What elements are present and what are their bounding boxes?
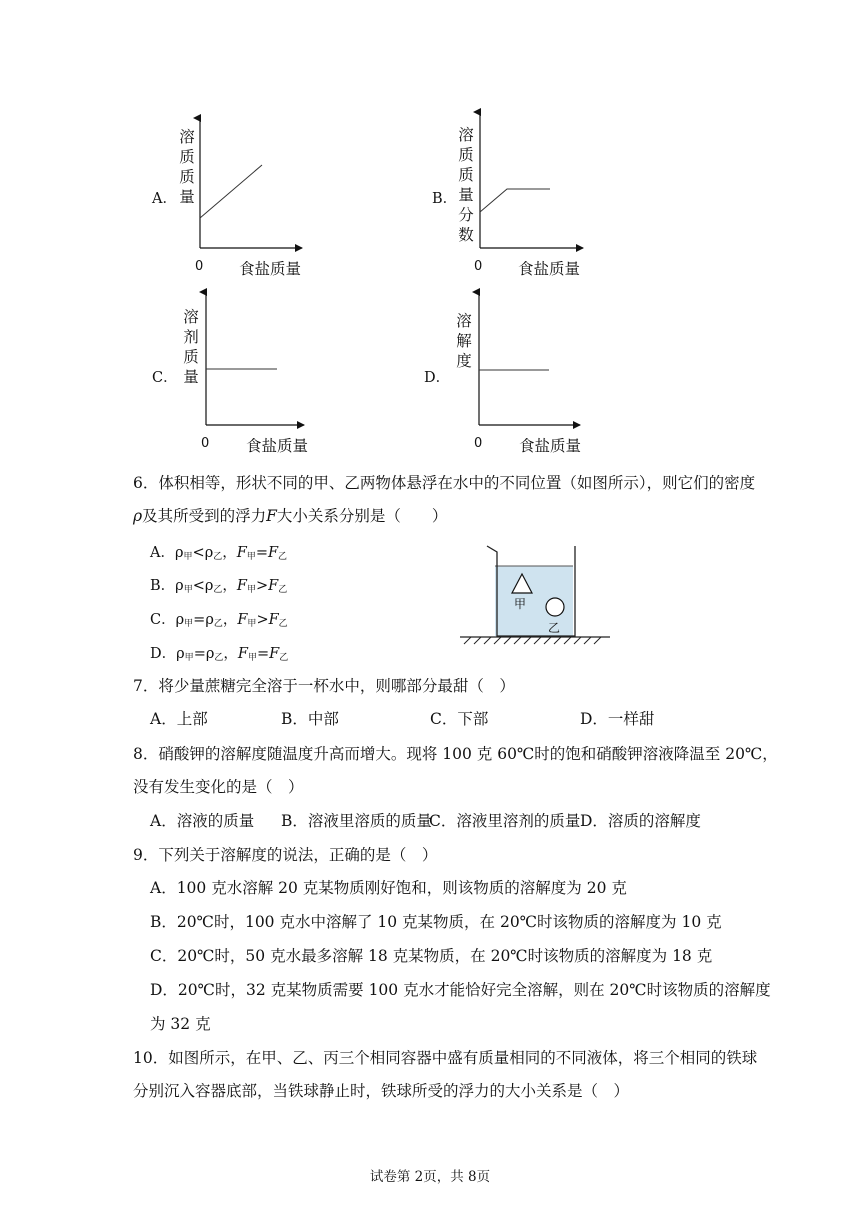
q7-option-a: A．上部 <box>150 710 208 728</box>
q8-option-d: D．溶质的溶解度 <box>580 812 701 830</box>
graph-c <box>206 292 304 425</box>
graph-b-curve <box>480 189 550 212</box>
q6-stem-line1: 6．体积相等，形状不同的甲、乙两物体悬浮在水中的不同位置（如图所示），则它们的密度 <box>133 474 756 492</box>
graph-d-letter: D． <box>424 370 451 386</box>
graph-c-xlabel: 食盐质量 <box>246 437 309 455</box>
q8-option-a: A．溶液的质量 <box>150 812 255 830</box>
figure-label-yi: 乙 <box>548 621 561 635</box>
q9-option-d: D．20℃时，32 克某物质需要 100 克水才能恰好完全溶解，则在 20℃时该物质的溶解度 <box>150 981 771 999</box>
graph-c-zero: 0 <box>201 436 210 451</box>
graph-c-ylabel: 溶剂质量 <box>183 308 199 386</box>
graph-a-curve <box>200 165 262 218</box>
q6-option-a: A．$\rho_甲<\rho_乙$，$F_甲=F_乙$ <box>150 545 288 562</box>
graph-a-letter: A． <box>152 191 177 207</box>
q8-stem-line2: 没有发生变化的是（ ） <box>133 778 304 796</box>
graph-a-zero: 0 <box>195 259 204 274</box>
graph-b-ylabel: 溶质质量分数 <box>458 126 474 244</box>
q8-option-c: C．溶液里溶剂的质量 <box>429 812 581 830</box>
q8-stem-line1: 8．硝酸钾的溶解度随温度升高而增大。现将 100 克 60℃时的饱和硝酸钾溶液降温至 20℃， <box>133 745 778 763</box>
q6-stem-line2: ρ及其所受到的浮力F大小关系分别是（ ） <box>133 507 448 525</box>
graph-b-zero: 0 <box>474 259 483 274</box>
beaker-figure <box>460 546 610 644</box>
page-footer: 试卷第 2页，共 8页 <box>369 1169 491 1185</box>
q9-option-c: C．20℃时，50 克水最多溶解 18 克某物质，在 20℃时该物质的溶解度为 18 克 <box>150 947 713 965</box>
q6-option-c: C．$\rho_甲=\rho_乙$，$F_甲>F_乙$ <box>150 612 288 629</box>
graph-b <box>480 112 583 248</box>
graph-a-xlabel: 食盐质量 <box>239 260 302 278</box>
graph-b-xlabel: 食盐质量 <box>518 260 581 278</box>
q7-option-c: C．下部 <box>430 710 489 728</box>
q6-option-d: D．$\rho_甲=\rho_乙$，$F_甲=F_乙$ <box>150 646 289 663</box>
q7-option-d: D．一样甜 <box>580 710 655 728</box>
graph-c-letter: C． <box>152 370 178 386</box>
graph-a-ylabel: 溶质质量 <box>179 128 195 206</box>
q6-option-b: B．$\rho_甲<\rho_乙$，$F_甲>F_乙$ <box>150 578 288 595</box>
q10-stem-line2: 分别沉入容器底部，当铁球静止时，铁球所受的浮力的大小关系是（ ） <box>133 1082 630 1100</box>
graph-a <box>200 118 302 248</box>
q9-option-b: B．20℃时，100 克水中溶解了 10 克某物质，在 20℃时该物质的溶解度为 10 克 <box>150 913 722 931</box>
figure-label-jia: 甲 <box>514 597 527 611</box>
circle-object <box>546 598 564 616</box>
q9-option-d-cont: 为 32 克 <box>150 1015 211 1033</box>
q7-option-b: B．中部 <box>281 710 339 728</box>
graph-d <box>479 292 580 425</box>
q7-stem: 7．将少量蔗糖完全溶于一杯水中，则哪部分最甜（ ） <box>133 677 515 695</box>
graph-d-ylabel: 溶解度 <box>456 312 472 370</box>
graph-d-zero: 0 <box>474 436 483 451</box>
graph-d-xlabel: 食盐质量 <box>519 437 582 455</box>
q8-option-b: B．溶液里溶质的质量 <box>281 812 432 830</box>
q9-option-a: A．100 克水溶解 20 克某物质刚好饱和，则该物质的溶解度为 20 克 <box>150 879 627 897</box>
q9-stem: 9．下列关于溶解度的说法，正确的是（ ） <box>133 846 438 864</box>
graph-b-letter: B． <box>432 191 458 207</box>
ground-hatching <box>464 637 601 644</box>
q10-stem-line1: 10．如图所示，在甲、乙、丙三个相同容器中盛有质量相同的不同液体，将三个相同的铁球 <box>133 1049 758 1067</box>
